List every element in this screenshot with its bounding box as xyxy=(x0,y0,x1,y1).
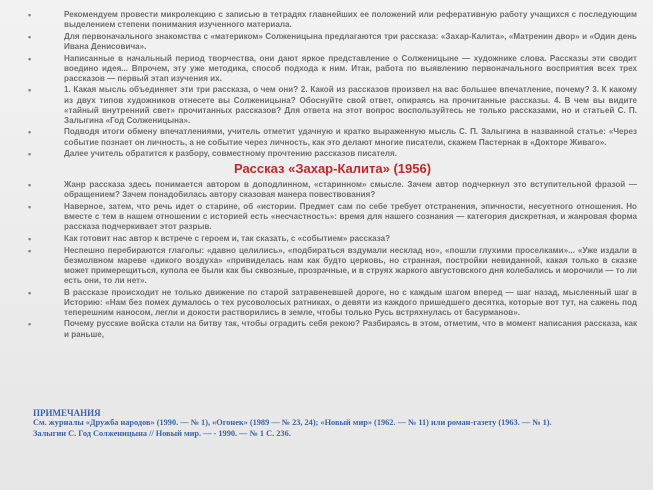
bullet-item: • Написанные в начальный период творчества, они дают яркое представление о Солженицыне — художнике слова. Рассказы эти сводит воедино идея... Впрочем, эту уже методика, способ подхода к ним. Итак, работа по выявлению первоначального восприятия всех трех рассказов — первый этап изучения их. xyxy=(28,54,637,84)
bullet-item: • Рекомендуем провести микролекцию с записью в тетрадях главнейших ее положений или реферативную работу учащихся с последующим выделением степени понимания изученного материала. xyxy=(28,10,637,30)
section-heading: Рассказ «Захар-Калита» (1956) xyxy=(233,161,432,177)
bullet-item: • 1. Какая мысль объединяет эти три рассказа, о чем они? 2. Какой из рассказов произвел на вас большее впечатление, почему? 3. К какому из двух типов художников отнесете вы Солженицына? Обоснуйте свой ответ, опираясь на прочитанные рассказы. 4. В чем вы видите «тайный внутренний свет» прочитанных рассказов? Для ответа на этот вопрос воспользуйтесь не только рассказами, но и статьей С. П. Залыгина «Год Солженицына». xyxy=(28,85,637,125)
bullet-item: • Как готовит нас автор к встрече с героем и, так сказать, с «событием» рассказа? xyxy=(28,234,637,244)
top-bullet-list xyxy=(28,10,637,159)
notes-section xyxy=(33,408,633,439)
notes-line: См. журналы «Дружба народов» (1990. — № 1), «Огонек» (1989 — № 23, 24); «Новый мир» (1962. — № 11) или роман-газету (1963. — № 1). xyxy=(33,418,552,428)
bullet-item: • В рассказе происходит не только движение по старой затравеневшей дороге, но с каждым шагом вперед — шаг назад, мысленный шаг в Историю: «Нам без помех думалось о тех русоволосых ратниках, о девяти из каждого пришедшего десятка, которые вот тут, на сажень под теперешним наносом, легли и докости растворились в земле, чтобы только Русь встряхнулась от басурманов». xyxy=(28,288,637,318)
bullet-item: • Далее учитель обратится к разбору, совместному прочтению рассказов писателя. xyxy=(28,149,637,159)
bullet-item: • Почему русские войска стали на битву так, чтобы оградить себя рекою? Разбираясь в этом, отметим, что в момент написания рассказа, как и раньше, xyxy=(28,319,637,339)
bottom-bullet-list xyxy=(28,180,637,339)
bullet-item: • Для первоначального знакомства с «материком» Солженицына предлагаются три рассказа: «Захар-Калита», «Матренин двор» и «Один день Ивана Денисовича». xyxy=(28,32,637,52)
bullet-item: • Жанр рассказа здесь понимается автором в доподлинном, «старинном» смысле. Зачем автор подчеркнул это вступительной фразой — обращением? Зачем понадобилась автору сказовая манера повествования? xyxy=(28,180,637,200)
notes-title: ПРИМЕЧАНИЯ xyxy=(33,408,101,418)
bullet-item: • Наверное, затем, что речь идет о старине, об «истории. Предмет сам по себе требует отстранения, эпичности, несуетного отношения. Но вместе с тем в нашем отношении с историей есть «несчастность»: время для нашего сознания — категория дискретная, и жанровая форма рассказа подчеркивает этот разрыв. xyxy=(28,202,637,232)
bullet-item: • Подводя итоги обмену впечатлениями, учитель отметит удачную и кратко выраженную мысль С. П. Залыгина в названной статье: «Через событие познает он личность, а не событие через личность, как это делают многие писатели, скажем Пастернак в «Докторе Живаго». xyxy=(28,127,637,147)
notes-line: Залыгин С. Год Солженицына // Новый мир. — - 1990. — № 1 С. 236. xyxy=(33,428,291,438)
bullet-item: • Неспешно перебираются глаголы: «давно целились», «подбираться вздумали несклад но», «пошли глухими проселками»... «Уже издали в безмолвном мареве «дикого воздуха» «привиделась нам как будто церковь, но странная, постройки невиданной, какая только в сказке может примерещиться, купола ее были как бы сквозные, прозрачные, и в струях жаркого августовского дня колебались и морочили — то ли есть они, то ли нет». xyxy=(28,246,637,286)
